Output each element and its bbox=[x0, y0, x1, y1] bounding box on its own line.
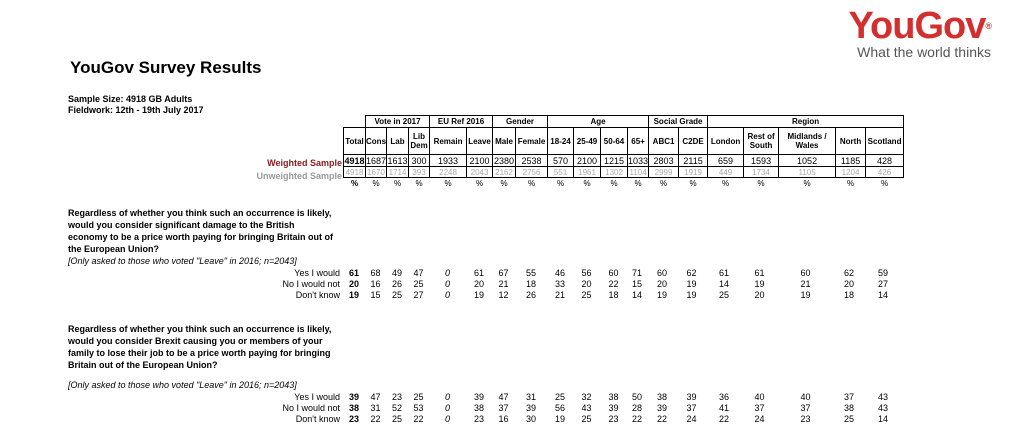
question-1-note: [Only asked to those who voted "Leave" in 2016; n=2043] bbox=[68, 256, 297, 266]
result-cell: 14 bbox=[718, 279, 729, 289]
result-cell: 0 bbox=[444, 268, 450, 278]
percent-cell: % bbox=[610, 178, 618, 188]
result-cell: 19 bbox=[554, 414, 565, 424]
unweighted-cell: 1302 bbox=[601, 167, 628, 178]
result-cell: 31 bbox=[370, 403, 381, 413]
result-cell: 47 bbox=[413, 268, 424, 278]
unweighted-cell: 1961 bbox=[574, 167, 601, 178]
unweighted-row bbox=[344, 167, 904, 178]
result-cell: 40 bbox=[800, 392, 811, 402]
answer-label: No I would not bbox=[282, 279, 340, 289]
result-cell: 22 bbox=[718, 414, 729, 424]
result-cell: 26 bbox=[525, 290, 536, 300]
percent-cell: % bbox=[475, 178, 484, 188]
result-cell: 30 bbox=[525, 414, 536, 424]
result-cell: 18 bbox=[525, 279, 536, 289]
col-header: Remain bbox=[430, 128, 467, 155]
sample-size: Sample Size: 4918 GB Adults bbox=[68, 94, 193, 104]
result-cell: 23 bbox=[391, 392, 402, 402]
result-cell: 16 bbox=[370, 279, 381, 289]
unweighted-cell: 2756 bbox=[516, 167, 548, 178]
weighted-cell: 2380 bbox=[494, 155, 515, 166]
result-cell: 62 bbox=[686, 268, 697, 278]
unweighted-cell: 449 bbox=[708, 167, 744, 178]
unweighted-cell: 2248 bbox=[430, 167, 467, 178]
group-header-row bbox=[344, 116, 904, 128]
result-cell: 19 bbox=[686, 290, 697, 300]
percent-cell: % bbox=[803, 178, 811, 188]
col-header: Rest of South bbox=[744, 128, 779, 155]
col-header: 50-64 bbox=[601, 128, 628, 155]
result-cell: 56 bbox=[581, 268, 592, 278]
result-cell: 38 bbox=[608, 392, 619, 402]
result-cell: 38 bbox=[473, 403, 484, 413]
page-title: YouGov Survey Results bbox=[70, 58, 262, 77]
percent-cell: % bbox=[847, 178, 855, 188]
weighted-cell: 4918 bbox=[344, 155, 365, 166]
result-cell: 46 bbox=[554, 268, 565, 278]
result-cell: 18 bbox=[608, 290, 619, 300]
yougov-logo bbox=[849, 6, 992, 60]
weighted-cell: 1052 bbox=[779, 155, 836, 167]
result-cell: 14 bbox=[877, 290, 888, 300]
unweighted-cell: 1105 bbox=[779, 167, 836, 178]
result-cell: 25 bbox=[391, 414, 402, 424]
percent-cell: % bbox=[415, 178, 423, 188]
weighted-cell: 2803 bbox=[649, 155, 679, 167]
unweighted-cell: 1104 bbox=[629, 167, 647, 177]
result-cell: 19 bbox=[754, 279, 765, 289]
result-cell: 25 bbox=[843, 414, 854, 424]
result-cell: 61 bbox=[473, 268, 484, 278]
result-cell: 60 bbox=[656, 268, 667, 278]
result-cell: 25 bbox=[391, 290, 402, 300]
percent-cell: % bbox=[634, 178, 642, 188]
group-social-grade: Social Grade bbox=[649, 116, 708, 128]
result-cell: 28 bbox=[631, 403, 642, 413]
percent-cell: % bbox=[393, 178, 402, 188]
result-cell: 56 bbox=[554, 403, 565, 413]
unweighted-sample-label: Unweighted Sample bbox=[256, 171, 342, 181]
unweighted-cell: 1919 bbox=[679, 167, 708, 178]
col-header: 18-24 bbox=[548, 128, 574, 155]
result-cell: 61 bbox=[754, 268, 765, 278]
crosstab-header bbox=[343, 115, 904, 189]
result-cell: 47 bbox=[498, 392, 509, 402]
group-gender: Gender bbox=[493, 116, 548, 128]
group-region: Region bbox=[708, 116, 904, 128]
result-cell: 36 bbox=[718, 392, 729, 402]
percent-cell: % bbox=[583, 178, 591, 188]
registered-mark: ® bbox=[985, 21, 991, 31]
result-cell: 37 bbox=[843, 392, 854, 402]
result-cell: 22 bbox=[631, 414, 642, 424]
result-cell: 39 bbox=[525, 403, 536, 413]
result-cell: 31 bbox=[525, 392, 536, 402]
unweighted-cell: 2999 bbox=[649, 167, 679, 178]
result-cell: 47 bbox=[370, 392, 381, 402]
result-cell: 37 bbox=[498, 403, 509, 413]
result-cell: 18 bbox=[843, 290, 854, 300]
col-header: Leave bbox=[467, 128, 493, 155]
answer-label: Don't know bbox=[295, 414, 340, 424]
logo-wordmark: YouGov bbox=[848, 5, 986, 47]
percent-cell: % bbox=[660, 178, 668, 188]
percent-cell: % bbox=[881, 178, 889, 188]
weighted-row bbox=[344, 155, 904, 167]
result-cell: 39 bbox=[686, 392, 697, 402]
column-header-row bbox=[344, 128, 904, 155]
result-cell: 14 bbox=[631, 290, 642, 300]
percent-cell: % bbox=[444, 178, 452, 188]
col-header: London bbox=[708, 128, 744, 155]
weighted-cell: 2100 bbox=[574, 155, 601, 167]
result-cell: 40 bbox=[754, 392, 765, 402]
result-cell: 25 bbox=[581, 414, 592, 424]
percent-cell: % bbox=[527, 178, 536, 188]
unweighted-cell: 551 bbox=[548, 167, 574, 178]
result-cell: 60 bbox=[800, 268, 811, 278]
result-cell: 23 bbox=[348, 414, 359, 424]
unweighted-cell: 1204 bbox=[836, 167, 866, 178]
weighted-cell: 1033 bbox=[628, 155, 649, 166]
result-cell: 22 bbox=[370, 414, 381, 424]
unweighted-cell: 426 bbox=[866, 167, 904, 178]
col-header: Male bbox=[493, 128, 516, 155]
weighted-cell: 1215 bbox=[601, 155, 628, 167]
result-cell: 20 bbox=[656, 279, 667, 289]
result-cell: 0 bbox=[444, 414, 450, 424]
weighted-cell: 2115 bbox=[679, 155, 708, 167]
result-cell: 59 bbox=[877, 268, 888, 278]
answer-label: Don't know bbox=[295, 290, 340, 300]
weighted-cell: 659 bbox=[708, 155, 744, 167]
question-2-text bbox=[68, 323, 333, 391]
group-eu-ref: EU Ref 2016 bbox=[430, 116, 493, 128]
question-1-text bbox=[68, 207, 333, 267]
result-cell: 21 bbox=[554, 290, 565, 300]
result-cell: 20 bbox=[581, 279, 592, 289]
weighted-sample-label: Weighted Sample bbox=[267, 158, 342, 168]
result-cell: 0 bbox=[444, 279, 450, 289]
col-header: 65+ bbox=[628, 128, 649, 155]
weighted-cell: 2100 bbox=[467, 155, 493, 167]
result-cell: 25 bbox=[581, 290, 592, 300]
result-cell: 38 bbox=[348, 403, 359, 413]
unweighted-cell: 393 bbox=[409, 167, 430, 178]
weighted-cell: 1593 bbox=[744, 155, 779, 167]
result-cell: 20 bbox=[348, 279, 359, 289]
result-cell: 25 bbox=[413, 279, 424, 289]
result-cell: 50 bbox=[631, 392, 642, 402]
result-cell: 24 bbox=[754, 414, 765, 424]
percent-cell: % bbox=[689, 178, 697, 188]
result-cell: 26 bbox=[391, 279, 402, 289]
result-cell: 52 bbox=[391, 403, 402, 413]
result-cell: 53 bbox=[413, 403, 424, 413]
result-cell: 25 bbox=[718, 290, 729, 300]
result-cell: 0 bbox=[444, 392, 450, 402]
result-cell: 0 bbox=[444, 290, 450, 300]
percent-cell: % bbox=[757, 178, 765, 188]
answer-label: Yes I would bbox=[294, 392, 340, 402]
result-cell: 37 bbox=[754, 403, 765, 413]
result-cell: 41 bbox=[718, 403, 729, 413]
result-cell: 39 bbox=[656, 403, 667, 413]
col-header: Scotland bbox=[866, 128, 904, 155]
result-cell: 61 bbox=[718, 268, 729, 278]
result-cell: 15 bbox=[631, 279, 642, 289]
weighted-cell: 2538 bbox=[516, 155, 548, 167]
group-vote-2017: Vote in 2017 bbox=[366, 116, 430, 128]
result-cell: 23 bbox=[473, 414, 484, 424]
result-cell: 43 bbox=[877, 403, 888, 413]
result-cell: 21 bbox=[498, 279, 509, 289]
result-cell: 22 bbox=[413, 414, 424, 424]
result-cell: 39 bbox=[348, 392, 359, 402]
weighted-cell: 1185 bbox=[836, 155, 866, 167]
unweighted-cell: 2043 bbox=[467, 167, 493, 178]
col-header: C2DE bbox=[679, 128, 708, 155]
result-cell: 67 bbox=[498, 268, 509, 278]
result-cell: 32 bbox=[581, 392, 592, 402]
result-cell: 20 bbox=[843, 279, 854, 289]
weighted-cell: 428 bbox=[866, 155, 904, 167]
percent-row bbox=[344, 178, 904, 189]
result-cell: 68 bbox=[370, 268, 381, 278]
col-header: ABC1 bbox=[649, 128, 679, 155]
result-cell: 43 bbox=[877, 392, 888, 402]
answer-label: No I would not bbox=[282, 403, 340, 413]
result-cell: 55 bbox=[525, 268, 536, 278]
result-cell: 22 bbox=[656, 414, 667, 424]
result-cell: 24 bbox=[686, 414, 697, 424]
result-cell: 19 bbox=[473, 290, 484, 300]
result-cell: 20 bbox=[754, 290, 765, 300]
result-cell: 16 bbox=[498, 414, 509, 424]
result-cell: 62 bbox=[843, 268, 854, 278]
percent-cell: % bbox=[350, 178, 359, 188]
unweighted-cell: 1670 bbox=[367, 167, 385, 177]
result-cell: 0 bbox=[444, 403, 450, 413]
unweighted-cell: 1714 bbox=[387, 167, 409, 178]
group-age: Age bbox=[548, 116, 649, 128]
question-2-note: [Only asked to those who voted "Leave" in 2016; n=2043] bbox=[68, 380, 297, 390]
col-header: North bbox=[836, 128, 866, 155]
percent-cell: % bbox=[372, 178, 380, 188]
col-header: Lib Dem bbox=[409, 128, 430, 155]
col-header: 25-49 bbox=[574, 128, 601, 155]
result-cell: 33 bbox=[554, 279, 565, 289]
result-cell: 39 bbox=[473, 392, 484, 402]
result-cell: 23 bbox=[800, 414, 811, 424]
result-cell: 25 bbox=[554, 392, 565, 402]
result-cell: 19 bbox=[800, 290, 811, 300]
weighted-cell: 1687 bbox=[366, 155, 387, 166]
result-cell: 15 bbox=[370, 290, 381, 300]
weighted-cell: 1933 bbox=[430, 155, 467, 167]
percent-cell: % bbox=[722, 178, 730, 188]
result-cell: 20 bbox=[473, 279, 484, 289]
col-header: Cons bbox=[366, 128, 387, 155]
fieldwork: Fieldwork: 12th - 19th July 2017 bbox=[68, 105, 204, 115]
col-header: Midlands / Wales bbox=[779, 128, 836, 155]
result-cell: 19 bbox=[348, 290, 359, 300]
percent-cell: % bbox=[500, 178, 508, 188]
weighted-cell: 570 bbox=[548, 155, 574, 167]
result-cell: 22 bbox=[608, 279, 619, 289]
col-header: Total bbox=[344, 128, 366, 155]
col-header: Female bbox=[516, 128, 548, 155]
result-cell: 61 bbox=[348, 268, 359, 278]
result-cell: 37 bbox=[800, 403, 811, 413]
result-cell: 37 bbox=[686, 403, 697, 413]
question-2-wording: Regardless of whether you think such an occurrence is likely, would you consider Brexit causing you or members of your family to lose their job to be a price worth paying for bringing Britain out of the European Union? bbox=[68, 324, 332, 370]
result-cell: 19 bbox=[686, 279, 697, 289]
col-header: Lab bbox=[387, 128, 409, 155]
result-cell: 38 bbox=[656, 392, 667, 402]
unweighted-cell: 2162 bbox=[493, 167, 516, 178]
unweighted-cell: 1734 bbox=[744, 167, 779, 178]
result-cell: 39 bbox=[608, 403, 619, 413]
result-cell: 49 bbox=[391, 268, 402, 278]
result-cell: 60 bbox=[608, 268, 619, 278]
weighted-cell: 300 bbox=[409, 155, 430, 167]
result-cell: 38 bbox=[843, 403, 854, 413]
result-cell: 27 bbox=[413, 290, 424, 300]
result-cell: 19 bbox=[656, 290, 667, 300]
result-cell: 71 bbox=[631, 268, 642, 278]
result-cell: 21 bbox=[800, 279, 811, 289]
question-1-wording: Regardless of whether you think such an occurrence is likely, would you consider significant damage to the British economy to be a price worth paying for bringing Britain out of the European Union? bbox=[68, 208, 334, 254]
unweighted-cell: 4918 bbox=[344, 167, 366, 178]
result-cell: 25 bbox=[413, 392, 424, 402]
percent-cell: % bbox=[556, 178, 565, 188]
result-cell: 12 bbox=[498, 290, 509, 300]
logo-tagline: What the world thinks bbox=[857, 44, 991, 60]
result-cell: 27 bbox=[877, 279, 888, 289]
result-cell: 43 bbox=[581, 403, 592, 413]
result-cell: 14 bbox=[877, 414, 888, 424]
answer-label: Yes I would bbox=[294, 268, 340, 278]
result-cell: 23 bbox=[608, 414, 619, 424]
weighted-cell: 1613 bbox=[387, 155, 408, 166]
